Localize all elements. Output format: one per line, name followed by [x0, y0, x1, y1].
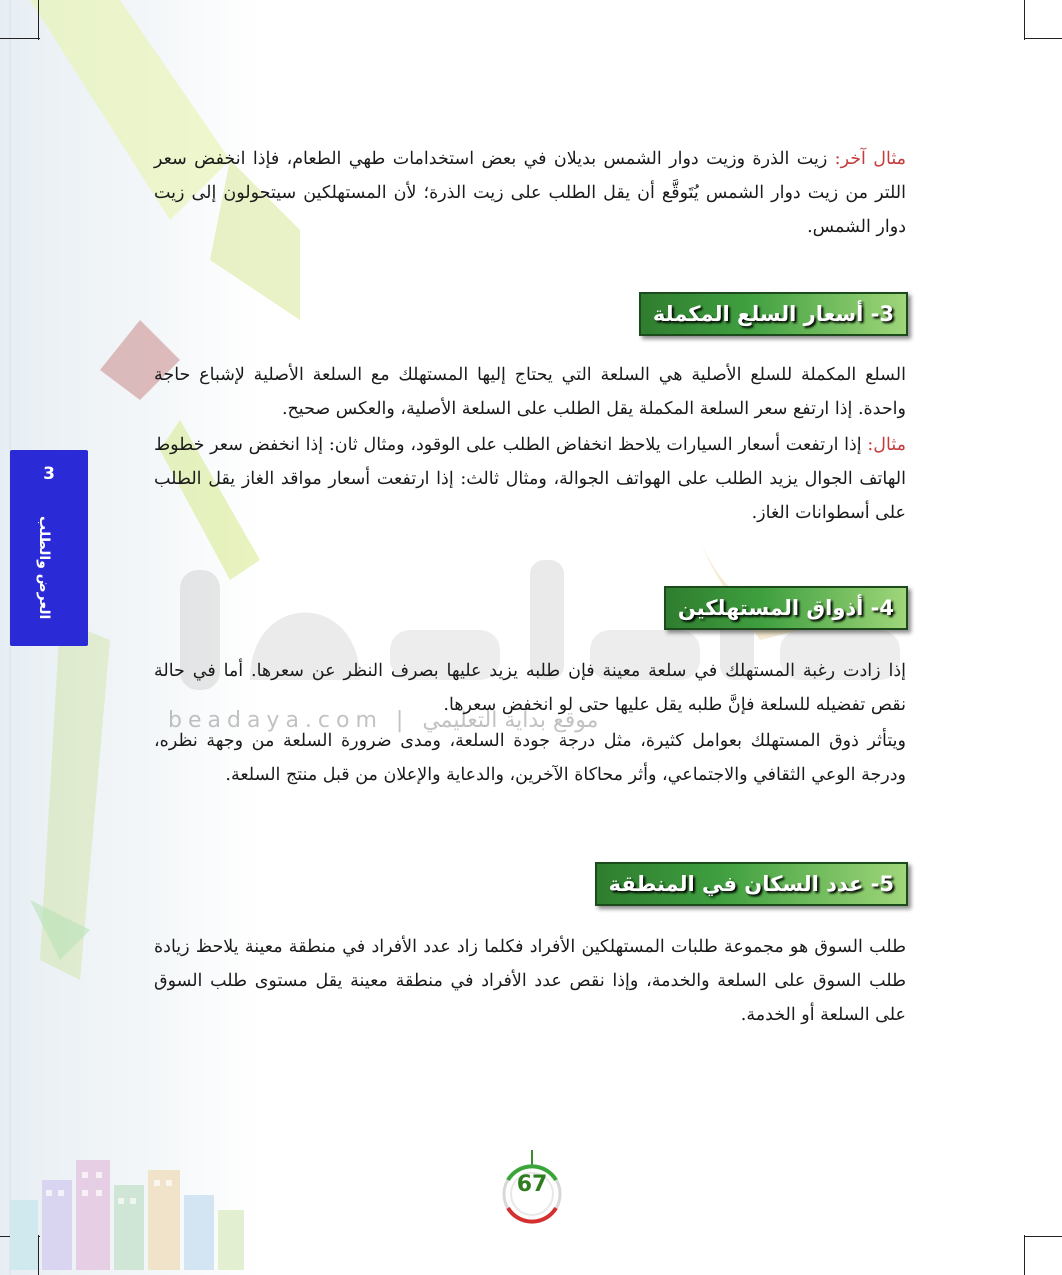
watermark-text: beadaya.com | موقع بداية التعليمي	[168, 708, 599, 733]
section-heading-complementary-goods: 3- أسعار السلع المكملة	[639, 292, 908, 336]
crop-mark	[1024, 0, 1025, 40]
paragraph-market-demand: طلب السوق هو مجموعة طلبات المستهلكين الأفراد فكلما زاد عدد الأفراد في منطقة معينة يلاحظ زيادة طلب السوق على السلعة والخدمة، وإذا نقص عدد الأفراد في منطقة معينة يقل مستوى طلب السوق على السلعة أو الخدمة.	[154, 937, 906, 1025]
crop-mark	[1024, 38, 1062, 39]
chapter-number: 3	[43, 464, 55, 484]
page-number-badge	[498, 1150, 566, 1230]
paragraph-complementary-definition: السلع المكملة للسلع الأصلية هي السلعة التي يحتاج إليها المستهلك مع السلعة الأصلية لإشباع حاجة واحدة. إذا ارتفع سعر السلعة المكملة يقل الطلب على السلعة الأصلية، والعكس صحيح.	[154, 365, 906, 419]
example-label: مثال آخر:	[834, 149, 906, 169]
crop-mark	[1024, 1236, 1062, 1237]
example-label: مثال:	[867, 435, 906, 455]
page-number: 67	[516, 1172, 548, 1197]
crop-mark	[1024, 1235, 1025, 1275]
paragraph-another-example	[154, 142, 906, 244]
paragraph-text: إذا ارتفعت أسعار السيارات يلاحظ انخفاض الطلب على الوقود، ومثال ثان: إذا انخفض سعر خطوط الهاتف الجوال يزيد الطلب على الهواتف الجوالة، ومثال ثالث: إذا ارتفعت أسعار مواقد الغاز يقل الطلب على أسطوانات الغاز.	[154, 435, 906, 523]
paragraph-consumer-desire: إذا زادت رغبة المستهلك في سلعة معينة فإن طلبه يزيد عليها بصرف النظر عن سعرها. أما في حالة نقص تفضيله للسلعة فإنَّ طلبه يقل عليها حتى لو انخفض سعرها.	[154, 661, 906, 715]
paragraph-text: زيت الذرة وزيت دوار الشمس بديلان في بعض استخدامات طهي الطعام، فإذا انخفض سعر اللتر من زيت دوار الشمس يُتَوقَّع أن يقل الطلب على زيت الذرة؛ لأن المستهلكين سيتحولون إلى زيت دوار الشمس.	[154, 149, 906, 237]
paragraph-complementary-example	[154, 428, 906, 530]
crop-mark	[38, 0, 39, 40]
paragraph-taste-factors: ويتأثر ذوق المستهلك بعوامل كثيرة، مثل درجة جودة السلعة، ومدى ضرورة السلعة من وجهة نظره، ودرجة الوعي الثقافي والاجتماعي، وأثر محاكاة الآخرين، والدعاية والإعلان من قبل منتج السلعة.	[154, 731, 906, 785]
section-heading-population: 5- عدد السكان في المنطقة	[595, 862, 908, 906]
crop-mark	[0, 38, 40, 39]
section-heading-consumer-tastes: 4- أذواق المستهلكين	[664, 586, 908, 630]
chapter-title: العرض والطلب	[36, 516, 52, 620]
city-skyline-graphic	[0, 1150, 270, 1270]
